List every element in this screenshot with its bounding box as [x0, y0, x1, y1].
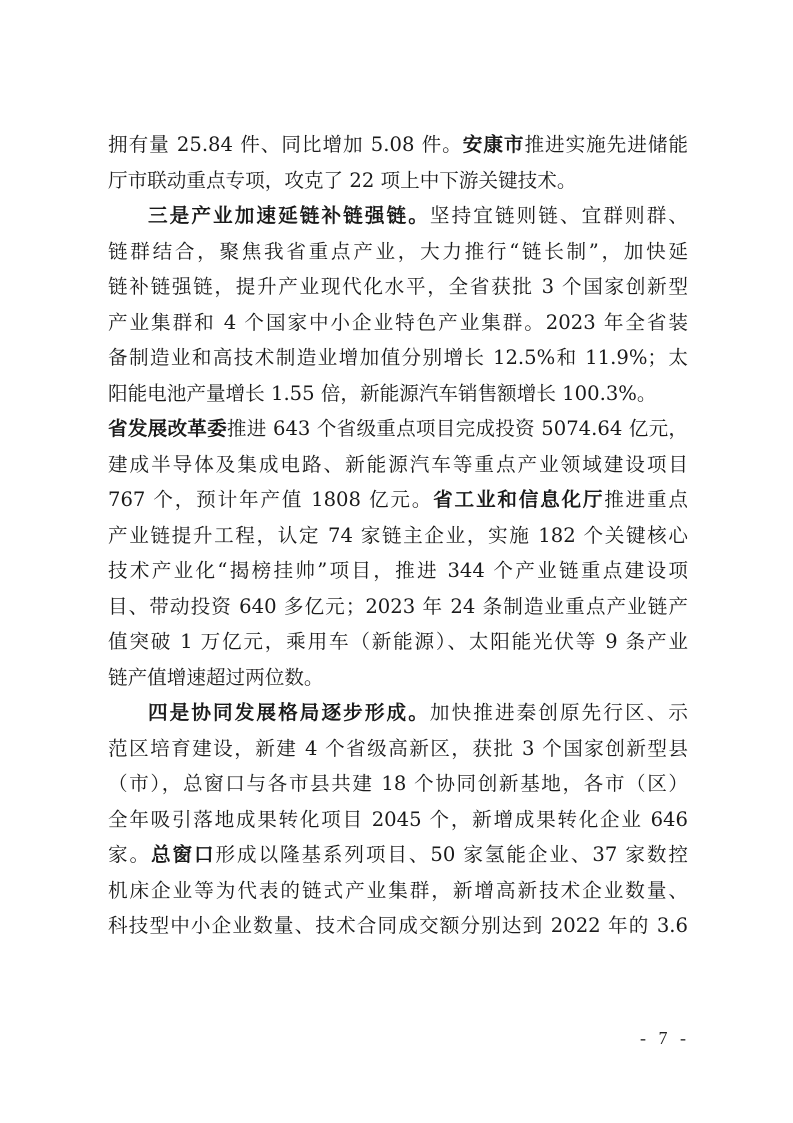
text-segment: 科技型中小企业数量、技术合同成交额分别达到 2022 年的 3.6 — [108, 914, 688, 937]
text-line — [108, 269, 688, 305]
bold-heading-text: 省工业和信息化厅 — [433, 488, 605, 511]
text-segment: 形成以隆基系列项目、50 家氢能企业、37 家数控 — [215, 843, 689, 866]
text-line — [108, 198, 688, 234]
text-line — [108, 802, 688, 838]
text-line — [108, 447, 688, 483]
text-line — [108, 482, 688, 518]
text-line — [108, 624, 688, 660]
text-segment: 767 个，预计年产值 1808 亿元。 — [108, 488, 434, 511]
text-line — [108, 908, 688, 944]
text-line — [108, 411, 688, 447]
text-segment: 推进重点 — [604, 488, 688, 511]
text-segment: 推进实施先进储能 — [524, 133, 689, 156]
text-line — [108, 695, 688, 731]
bold-heading-text: 省发展改革委 — [108, 417, 227, 440]
text-line — [108, 234, 688, 270]
text-segment: 产业集群和 4 个国家中小企业特色产业集群。2023 年全省装 — [108, 310, 688, 334]
text-line — [108, 731, 688, 767]
text-line — [108, 766, 688, 802]
bold-heading-text: 三是产业加速延链补链强链。 — [148, 204, 430, 227]
text-segment: 范区培育建设，新建 4 个省级高新区，获批 3 个国家创新型县 — [108, 736, 688, 760]
text-segment: 值突破 1 万亿元，乘用车（新能源）、太阳能光伏等 9 条产业 — [108, 630, 688, 653]
text-segment: 产业链提升工程，认定 74 家链主企业，实施 182 个关键核心 — [108, 523, 688, 547]
text-segment: 备制造业和高技术制造业增加值分别增长 12.5%和 11.9%；太 — [108, 346, 688, 369]
text-line — [108, 127, 688, 163]
text-segment: 阳能电池产量增长 1.55 倍，新能源汽车销售额增长 100.3%。 — [108, 381, 657, 405]
bold-heading-text: 总窗口 — [150, 843, 216, 866]
text-line — [108, 163, 688, 199]
text-segment: 坚持宜链则链、宜群则群、 — [429, 204, 689, 227]
text-line — [108, 553, 688, 589]
text-line — [108, 305, 688, 341]
text-line — [108, 376, 688, 412]
text-segment: 机床企业等为代表的链式产业集群，新增高新技术企业数量、 — [108, 878, 688, 902]
text-segment: 技术产业化“揭榜挂帅”项目，推进 344 个产业链重点建设项 — [108, 559, 688, 582]
text-segment: 目、带动投资 640 多亿元；2023 年 24 条制造业重点产业链产 — [108, 594, 688, 618]
text-segment: 链群结合，聚焦我省重点产业，大力推行“链长制”，加快延 — [108, 239, 688, 263]
text-segment: 推进 643 个省级重点项目完成投资 5074.64 亿元， — [226, 417, 688, 440]
text-segment: 全年吸引落地成果转化项目 2045 个，新增成果转化企业 646 — [108, 807, 688, 831]
text-segment: 建成半导体及集成电路、新能源汽车等重点产业领域建设项目 — [108, 452, 688, 476]
text-segment: 加快推进秦创原先行区、示 — [429, 701, 689, 724]
text-line — [108, 589, 688, 625]
bold-heading-text: 四是协同发展格局逐步形成。 — [148, 701, 430, 724]
text-segment: 家。 — [108, 843, 151, 866]
page-number: - 7 - — [640, 1028, 690, 1048]
text-line — [108, 340, 688, 376]
text-line — [108, 518, 688, 554]
text-line — [108, 873, 688, 909]
text-segment: 链产值增速超过两位数。 — [108, 665, 324, 689]
text-line — [108, 660, 688, 696]
text-line — [108, 837, 688, 873]
text-segment: 链补链强链，提升产业现代化水平，全省获批 3 个国家创新型 — [108, 275, 688, 298]
text-segment: （市），总窗口与各市县共建 18 个协同创新基地，各市（区） — [108, 772, 688, 795]
text-segment: 厅市联动重点专项，攻克了 22 项上中下游关键技术。 — [108, 168, 577, 192]
text-segment: 拥有量 25.84 件、同比增加 5.08 件。 — [108, 133, 463, 156]
body-text — [108, 127, 688, 944]
bold-heading-text: 安康市 — [462, 133, 525, 156]
